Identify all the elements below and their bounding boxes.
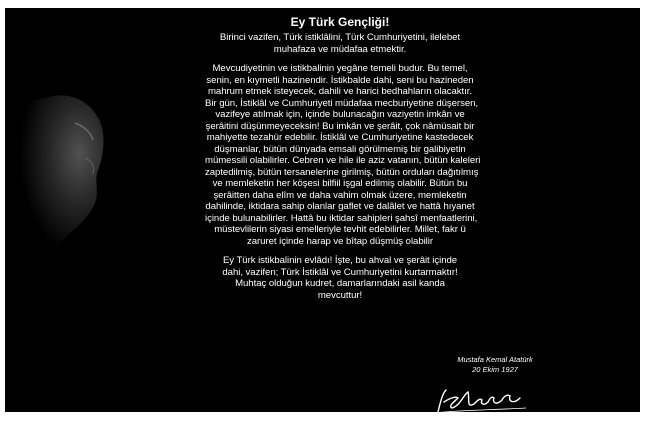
speech-text-block	[205, 8, 481, 301]
paragraph-line: zaptedilmiş, bütün tersanelerine girilmiş, bütün orduları dağıtılmış	[205, 166, 479, 178]
paragraph-line: Birinci vazifen, Türk istiklâlini, Türk Cumhuriyetini, ilelebet	[219, 32, 461, 43]
poster	[5, 8, 640, 412]
credit-block	[430, 355, 560, 375]
paragraph-line: mevcuttur!	[317, 289, 363, 301]
paragraph-line: mümessili olabilirler. Cebren ve hile ile aziz vatanın, bütün kaleleri	[205, 155, 481, 166]
speech-title: Ey Türk Gençliği!	[290, 15, 390, 29]
credit-date: 20 Ekim 1927	[472, 365, 518, 374]
signature-image	[430, 386, 530, 412]
paragraph-line: muhafaza ve müdafaa etmektir.	[273, 43, 407, 55]
paragraph-3	[205, 255, 475, 301]
paragraph-line: şerâitini düşünmeyeceksin! Bu imkân ve şerâit, çok nâmüsait bir	[205, 120, 475, 132]
paragraph-line: vazifeye atılmak için, içinde bulunacağın vaziyetin imkân ve	[215, 109, 465, 120]
credit-author: Mustafa Kemal Atatürk	[457, 355, 533, 364]
paragraph-line: içinde bulunabilirler. Hattâ bu iktidar sahipleri şahsî menfaatlerini,	[205, 212, 478, 224]
paragraph-line: dahilinde, iktidara sahip olanlar gaflet ve dalâlet ve hattâ hıyanet	[205, 201, 475, 212]
paragraph-line: mahiyette tezahür edebilir. İstiklâl ve Cumhuriyetine kastedecek	[206, 132, 474, 143]
paragraph-2	[205, 63, 481, 247]
paragraph-line: ve memleketin her köşesi bilfiil işgal edilmiş olabilir. Bütün bu	[212, 178, 468, 189]
paragraph-line: Ey Türk istikbalinin evlâdı! İşte, bu ahval ve şerâit içinde	[222, 255, 458, 266]
paragraph-line: düşmanlar, bütün dünyada emsali görülmemiş bir galibiyetin	[214, 143, 466, 155]
paragraph-line: dahi, vazifen; Türk İstiklâl ve Cumhuriyetini kurtarmaktır!	[222, 266, 458, 278]
paragraph-line: senin, en kıymetli hazinendir. İstikbalde dahi, seni bu hazineden	[206, 74, 474, 86]
portrait-silhouette	[5, 88, 125, 268]
paragraph-line: Bir gün, İstiklâl ve Cumhuriyeti müdafaa mecburiyetine düşersen,	[205, 97, 479, 109]
paragraph-1	[205, 32, 475, 55]
paragraph-line: müstevlilerin siyasi emelleriyle tevhit edebilirler. Millet, fakr ü	[214, 224, 466, 235]
paragraph-line: Mevcudiyetinin ve istikbalinin yegâne temeli budur. Bu temel,	[212, 63, 468, 74]
paragraph-line: Muhtaç olduğun kudret, damarlarındaki asil kanda	[235, 278, 445, 289]
paragraph-line: mahrum etmek isteyecek, dahili ve harici bedhahların olacaktır.	[207, 86, 472, 97]
paragraph-line: şerâitten daha elîm ve daha vahim olmak üzere, memleketin	[213, 189, 467, 201]
paragraph-line: zaruret içinde harap ve bîtap düşmüş olabilir	[247, 235, 433, 247]
